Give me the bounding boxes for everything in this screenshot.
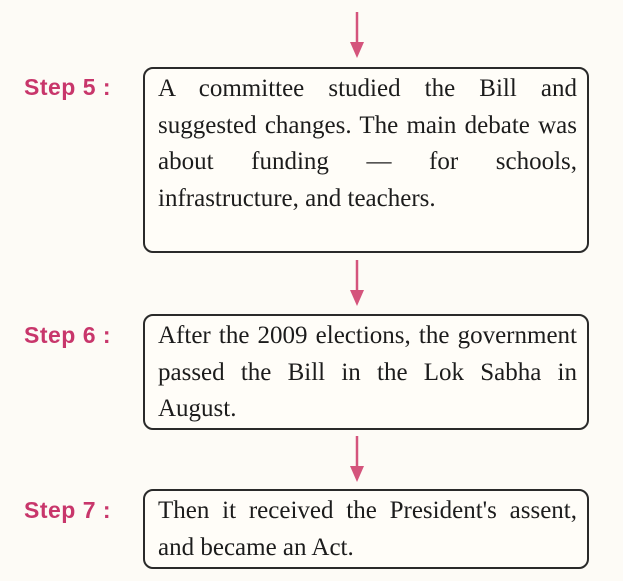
step-5-box: [143, 67, 589, 253]
flow-arrow-5-6: [350, 260, 364, 308]
flow-arrow-top: [350, 12, 364, 60]
step-6-text: After the 2009 elections, the government passed the Bill in the Lok Sabha in August.: [158, 322, 577, 422]
step-6-label: Step 6 :: [24, 322, 112, 348]
step-5-label: Step 5 :: [24, 74, 112, 100]
step-7-box: [143, 489, 589, 569]
step-6-box: [143, 314, 589, 430]
step-5-text: A committee studied the Bill and suggested changes. The main debate was about funding — for schools, infrastructure, and teachers.: [158, 75, 577, 212]
step-7-text: Then it received the President's assent, and became an Act.: [158, 497, 577, 561]
flow-arrow-6-7: [350, 436, 364, 484]
step-7-label: Step 7 :: [24, 497, 112, 523]
